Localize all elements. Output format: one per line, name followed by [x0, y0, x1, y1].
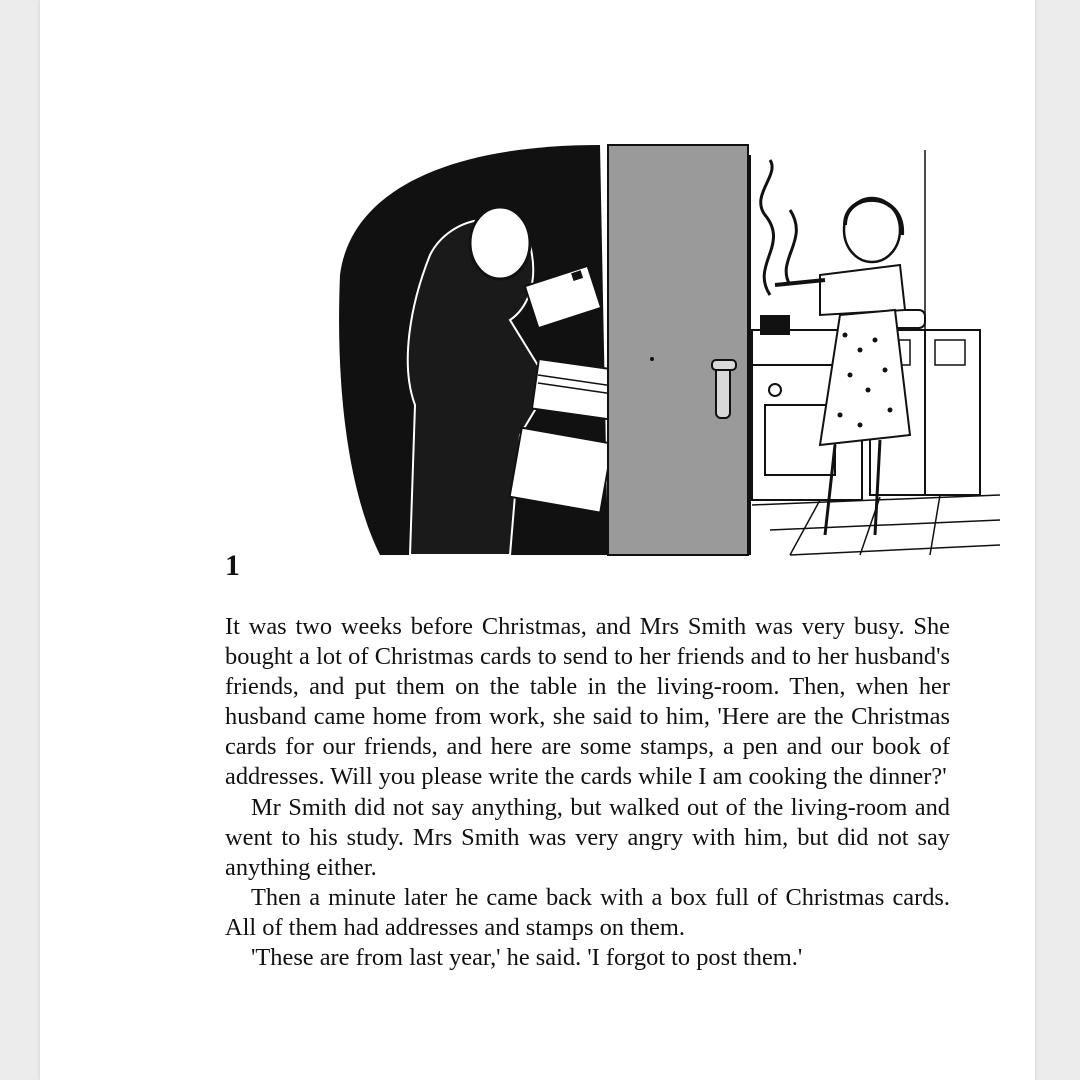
- door: [608, 145, 748, 555]
- chapter-number: 1: [225, 549, 240, 582]
- story-paragraph-4: 'These are from last year,' he said. 'I forgot to post them.': [251, 944, 803, 972]
- story-paragraph-2: Mr Smith did not say anything, but walked out of the living-room and went to his study. Mrs Smith was very angry with him, but did not say anything either.: [225, 793, 950, 881]
- illustration-drawing: [320, 135, 1010, 565]
- story-paragraph-1: It was two weeks before Christmas, and Mrs Smith was very busy. She bought a lot of Christmas cards to send to her friends and to her husband's friends, and put them on the table in the living-room. Then, when her husband came home from work, she said to him, 'Here are the Christmas cards for our friends, and here are some stamps, a pen and our book of addresses. Will you please write the cards while I am cooking the dinner?': [225, 613, 950, 791]
- book-page: [40, 0, 1035, 1080]
- story-illustration: [320, 135, 1010, 565]
- story-paragraph-3: Then a minute later he came back with a box full of Christmas cards. All of them had addresses and stamps on them.: [225, 883, 950, 941]
- story-text: [225, 612, 950, 973]
